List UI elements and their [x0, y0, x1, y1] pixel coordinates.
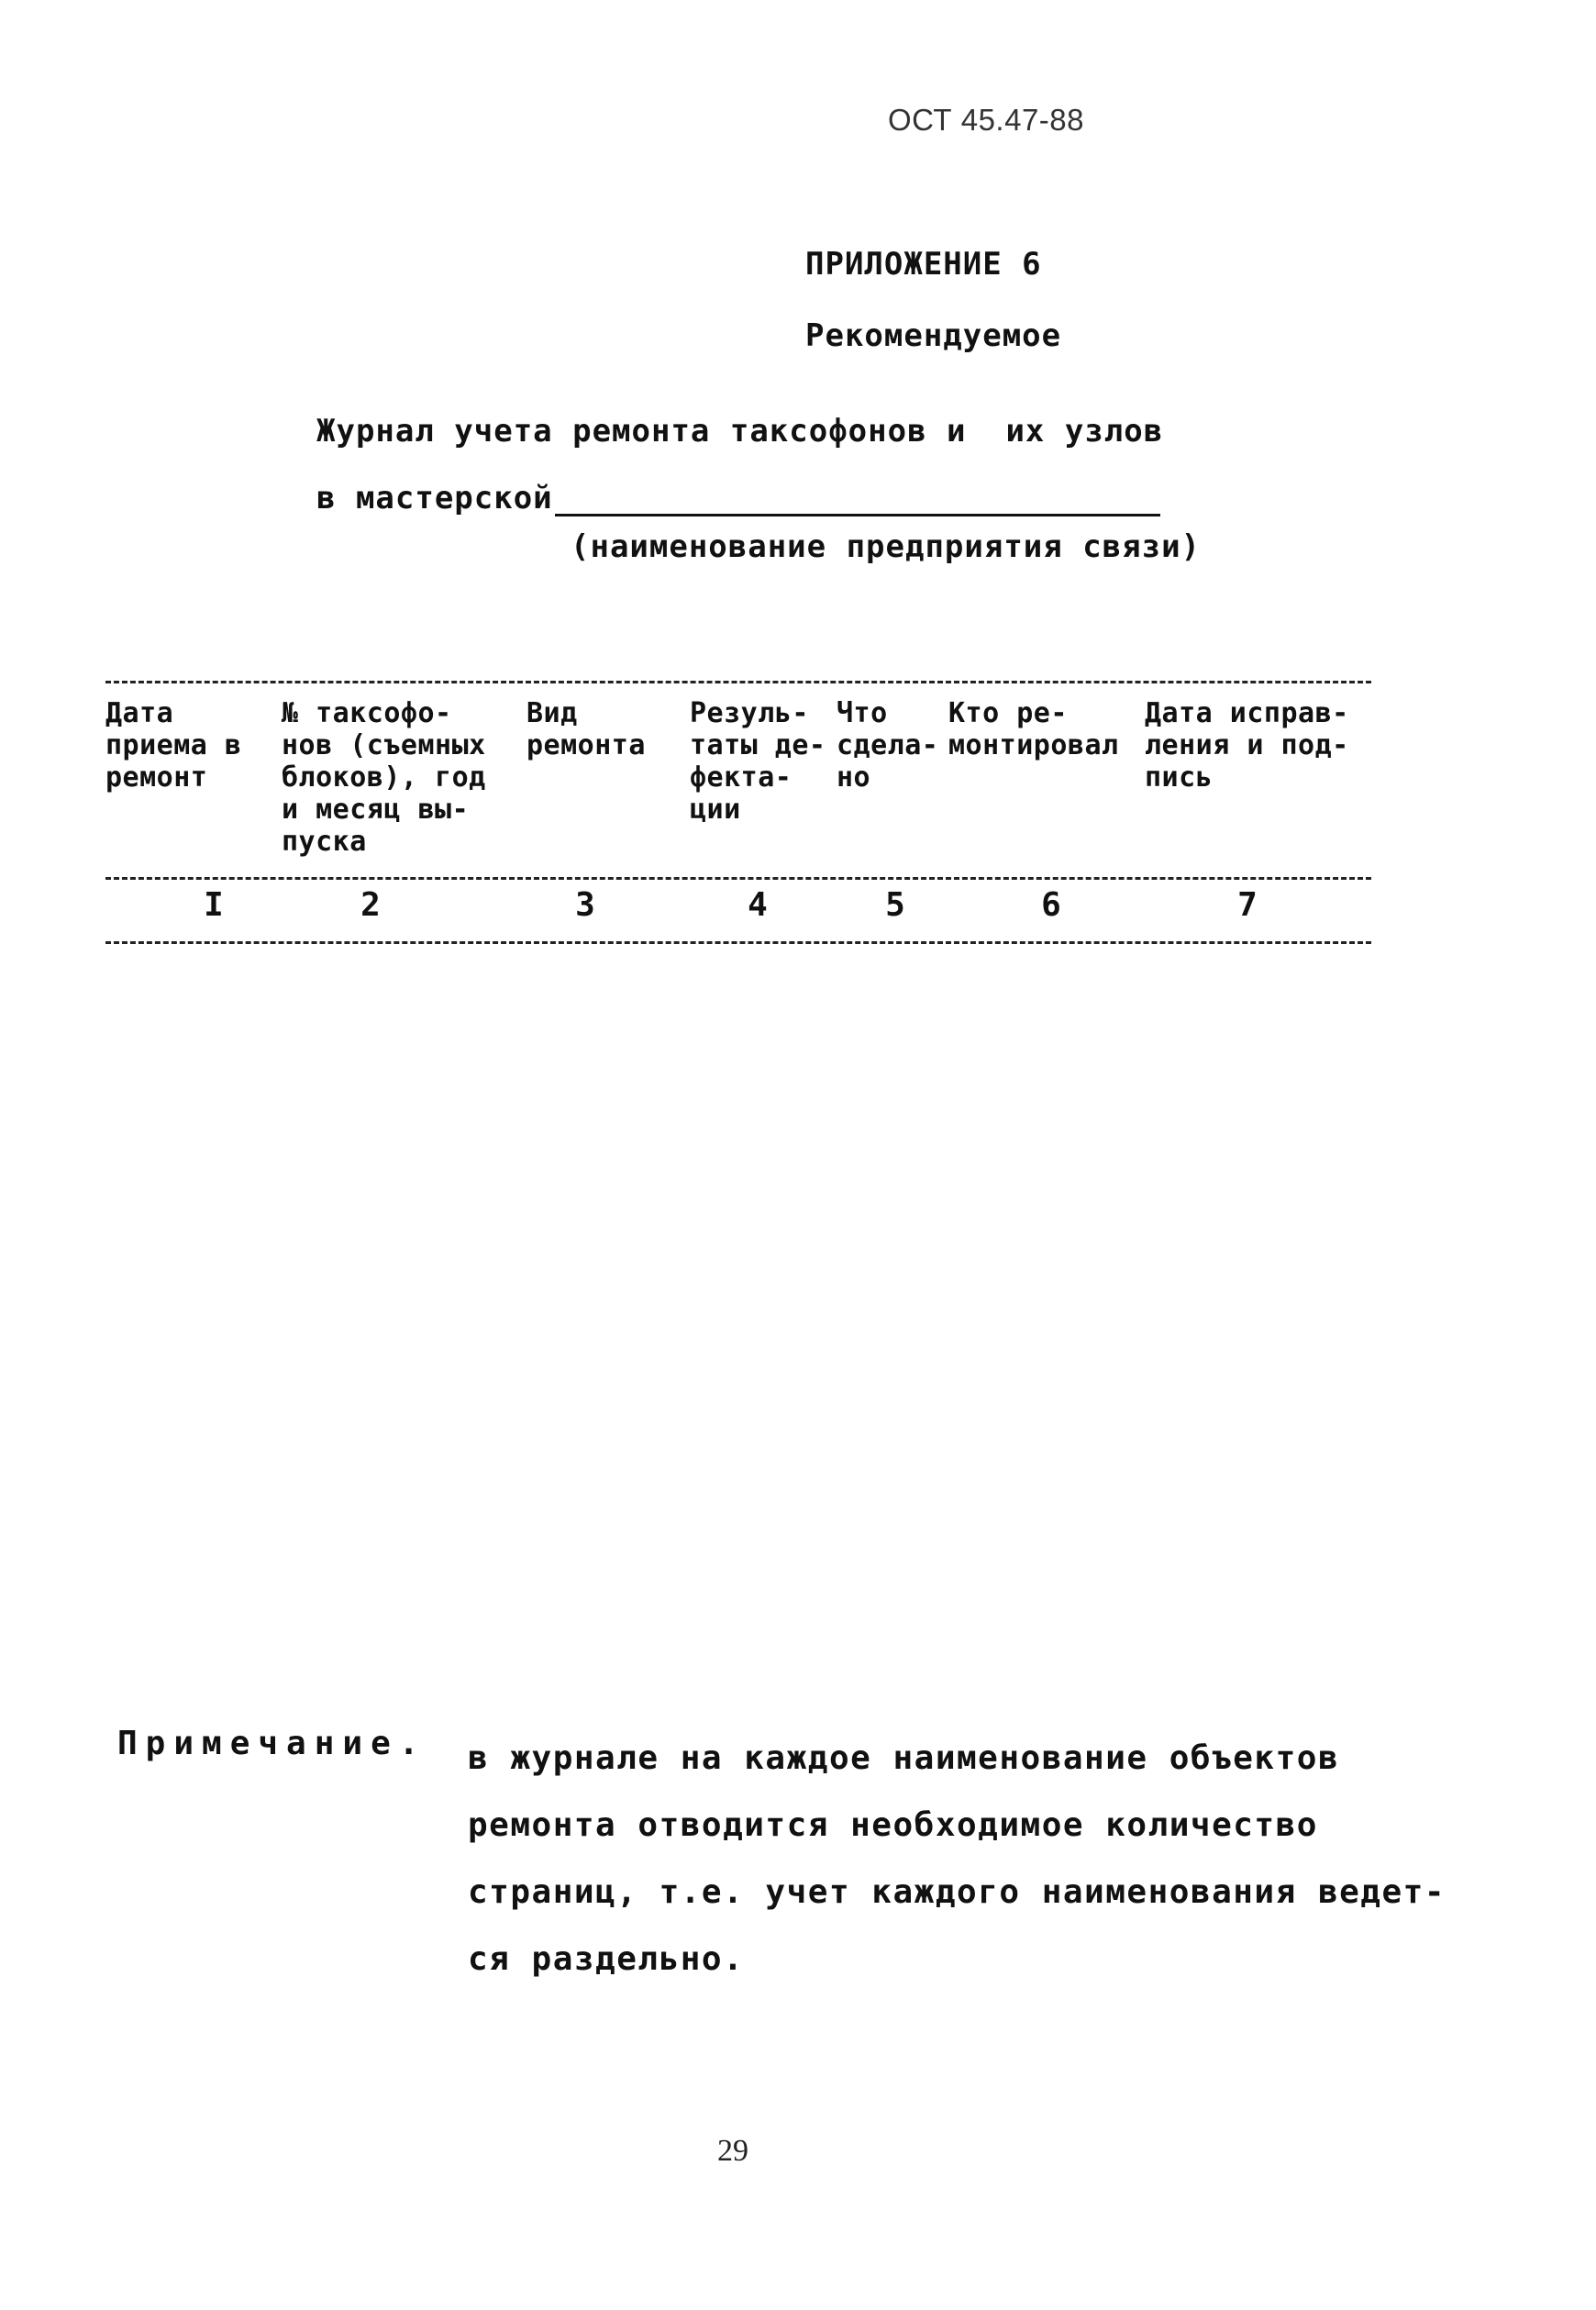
workshop-line: [316, 480, 1160, 516]
workshop-blank-field: [555, 483, 1160, 516]
column-header-3: Вид ремонта: [526, 697, 646, 761]
column-header-7: Дата исправ- ления и под- пись: [1145, 697, 1349, 794]
column-number-4: 4: [748, 886, 768, 924]
note-line: ся раздельно.: [468, 1940, 745, 1978]
column-number-3: 3: [575, 886, 595, 924]
column-number-7: 7: [1237, 886, 1258, 924]
column-number-5: 5: [885, 886, 905, 924]
appendix-title: ПРИЛОЖЕНИЕ 6: [805, 246, 1042, 283]
table-header-rule: [105, 877, 1371, 880]
column-header-2: № таксофо- нов (съемных блоков), год и месяц вы- пуска: [282, 697, 486, 858]
workshop-label: в мастерской: [316, 480, 553, 516]
column-header-4: Резуль- таты де- фекта- ции: [690, 697, 826, 826]
appendix-status: Рекомендуемое: [805, 317, 1062, 354]
page-number: 29: [717, 2134, 748, 2168]
column-header-6: Кто ре- монтировал: [948, 697, 1119, 761]
column-header-1: Дата приема в ремонт: [105, 697, 242, 794]
note-line: в журнале на каждое наименование объектов: [468, 1739, 1340, 1777]
note-text: [468, 1725, 1446, 1993]
note-label: Примечание.: [117, 1725, 427, 1762]
table-bottom-rule: [105, 941, 1371, 944]
journal-title: Журнал учета ремонта таксофонов и их узлов: [316, 413, 1164, 450]
column-number-2: 2: [360, 886, 381, 924]
document-code: ОСТ 45.47-88: [888, 103, 1085, 137]
note-line: страниц, т.е. учет каждого наименования ведет-: [468, 1873, 1446, 1911]
enterprise-caption: (наименование предприятия связи): [571, 528, 1202, 565]
column-number-1: I: [204, 886, 224, 924]
note-line: ремонта отводится необходимое количество: [468, 1806, 1318, 1844]
column-header-5: Что сдела- но: [837, 697, 939, 794]
column-number-6: 6: [1041, 886, 1061, 924]
table-top-rule: [105, 681, 1371, 683]
